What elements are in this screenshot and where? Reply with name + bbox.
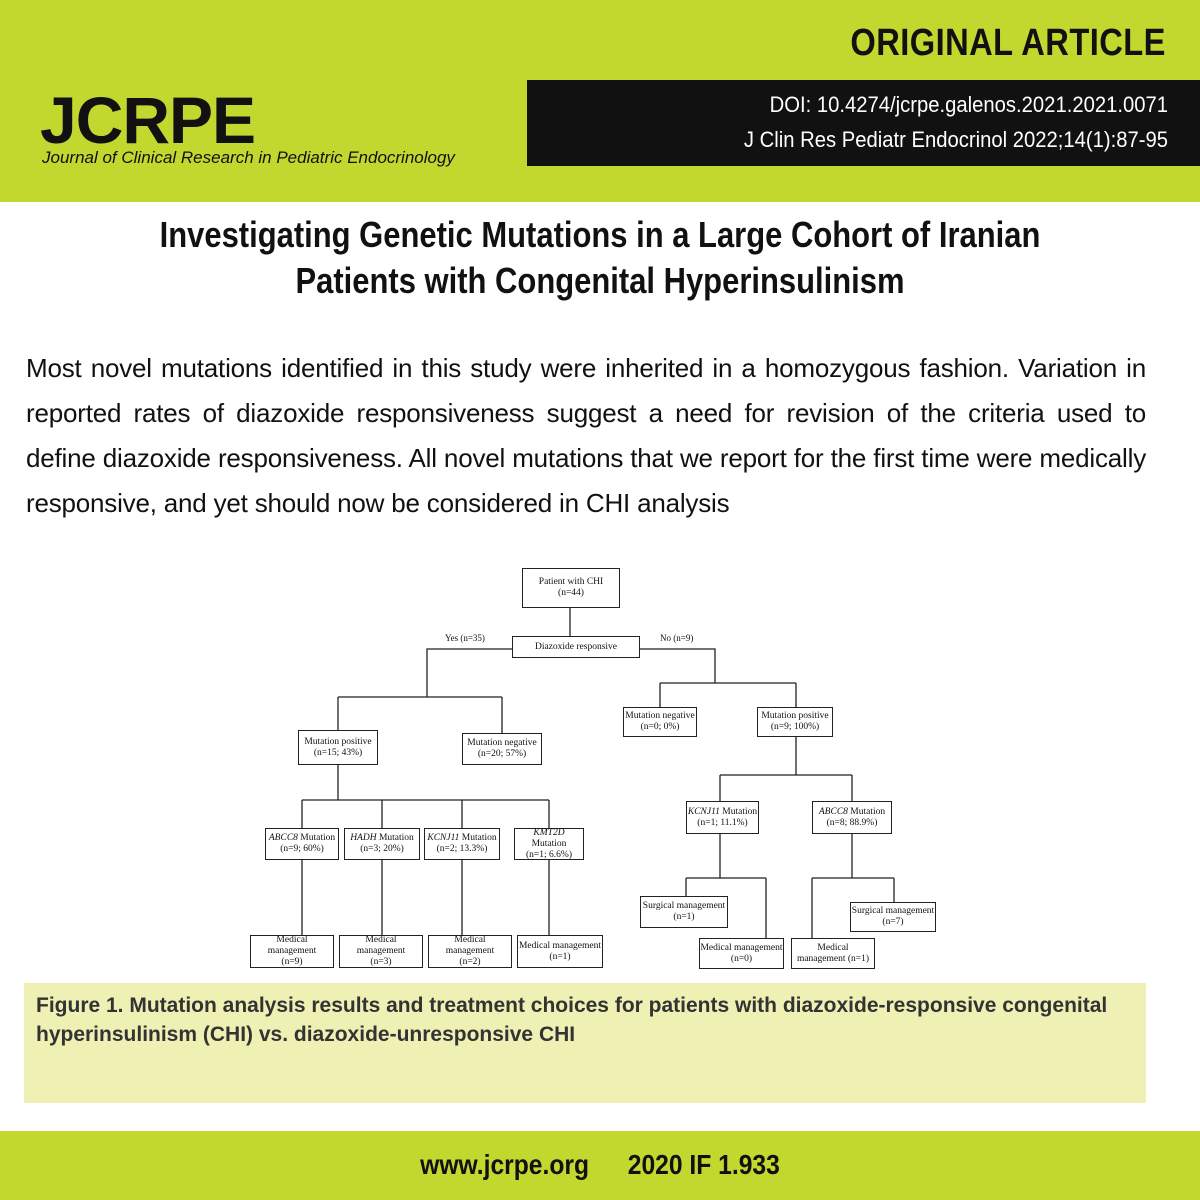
node-label: Medical management <box>445 935 495 956</box>
no-branch-label: No (n=9) <box>660 633 694 643</box>
node-label: Medical management <box>356 935 406 956</box>
node-label: Mutation positive <box>304 736 372 747</box>
node-patients-root <box>522 568 620 608</box>
node-left-mutation-negative <box>462 733 542 765</box>
doi-box <box>527 80 1200 166</box>
node-right-abcc8 <box>812 801 892 834</box>
node-left-hadh-medical <box>339 935 423 968</box>
node-left-kmt2d <box>514 828 584 860</box>
node-left-hadh <box>344 828 420 860</box>
node-label: Medical management <box>267 935 317 956</box>
node-count: (n=15; 43%) <box>313 747 363 758</box>
node-count: (n=1) <box>549 951 571 962</box>
node-count: (n=8; 88.9%) <box>826 817 878 828</box>
gene-name: ABCC8 <box>818 806 848 817</box>
node-right-abcc8-surgical <box>850 902 936 932</box>
node-count: (n=1; 11.1%) <box>697 817 748 828</box>
node-count: (n=3) <box>370 957 392 967</box>
figure-caption: Figure 1. Mutation analysis results and treatment choices for patients with diazoxide-responsive congenital hyperinsulinism (CHI) vs. diazoxide-unresponsive CHI <box>36 994 1108 1046</box>
gene-name: KCNJ11 <box>427 833 460 843</box>
node-left-abcc8 <box>265 828 339 860</box>
article-summary: Most novel mutations identified in this study were inherited in a homozygous fashion. Variation in reported rates of diazoxide responsiveness suggest a need for revision of the criteria used to define diazoxide responsiveness. All novel mutations that we report for the first time were medically responsive, and yet should now be considered in CHI analysis <box>26 353 1146 518</box>
node-count: (n=2; 13.3%) <box>436 844 488 854</box>
gene-name: KCNJ11 <box>687 806 720 817</box>
node-right-abcc8-medical <box>791 938 875 969</box>
node-count: (n=0; 0%) <box>640 722 680 732</box>
node-left-kcnj11 <box>424 828 500 860</box>
node-count: (n=7) <box>882 917 904 927</box>
node-right-kcnj11-surgical <box>640 896 728 928</box>
journal-logo: JCRPE <box>40 83 256 157</box>
node-left-mutation-positive <box>298 730 378 765</box>
gene-suffix: Mutation <box>719 806 758 817</box>
gene-name: KMT2D <box>533 827 565 838</box>
node-right-mutation-negative <box>623 707 697 737</box>
node-count: (n=0) <box>730 953 753 964</box>
footer-text <box>72 1149 1128 1181</box>
node-count: management (n=1) <box>796 953 870 964</box>
node-count: (n=1; 6.6%) <box>526 849 572 860</box>
node-left-kmt2d-medical <box>517 935 603 968</box>
journal-url[interactable]: www.jcrpe.org <box>420 1149 590 1180</box>
gene-suffix: Mutation <box>847 806 886 817</box>
flowchart-figure <box>240 560 960 974</box>
node-right-mutation-positive <box>757 707 833 737</box>
node-label: Patient with CHI <box>538 577 604 587</box>
article-type-label: ORIGINAL ARTICLE <box>850 22 1166 64</box>
citation-text: J Clin Res Pediatr Endocrinol 2022;14(1):87-95 <box>743 127 1168 152</box>
node-label: Mutation negative <box>467 738 537 748</box>
node-right-kcnj11 <box>686 801 759 834</box>
gene-name: HADH <box>350 833 377 843</box>
node-left-kcnj11-medical <box>428 935 512 968</box>
article-title: Investigating Genetic Mutations in a Large Cohort of Iranian Patients with Congenital Hyperinsulinism <box>159 214 1041 301</box>
node-label: Diazoxide responsive <box>534 641 618 652</box>
yes-branch-label: Yes (n=35) <box>445 633 485 643</box>
impact-factor: 2020 IF 1.933 <box>627 1149 780 1180</box>
gene-suffix: Mutation <box>459 833 497 843</box>
node-label: Surgical management <box>851 906 935 916</box>
node-diazoxide-responsive <box>512 636 640 658</box>
node-count: (n=20; 57%) <box>477 749 527 759</box>
figure-caption-box <box>24 983 1146 1103</box>
gene-suffix: Mutation <box>376 833 414 843</box>
node-count: (n=2) <box>459 957 481 967</box>
node-count: (n=9) <box>281 957 303 967</box>
header-banner <box>0 0 1200 202</box>
node-label: Medical management <box>700 942 783 953</box>
node-label: Medical <box>817 942 849 953</box>
node-count: (n=1) <box>673 912 695 922</box>
node-label: Mutation positive <box>761 711 829 721</box>
journal-name: Journal of Clinical Research in Pediatric Endocrinology <box>42 148 455 167</box>
node-left-abcc8-medical <box>250 935 334 968</box>
gene-suffix: Mutation <box>531 838 567 849</box>
node-count: (n=3; 20%) <box>360 844 404 854</box>
node-count: (n=9; 60%) <box>280 844 324 854</box>
gene-name: ABCC8 <box>268 833 298 843</box>
doi-text: DOI: 10.4274/jcrpe.galenos.2021.2021.0071 <box>769 92 1168 117</box>
node-count: (n=44) <box>558 588 584 598</box>
node-label: Medical management <box>518 940 602 951</box>
node-right-kcnj11-medical <box>699 938 784 969</box>
node-label: Surgical management <box>642 901 726 911</box>
node-count: (n=9; 100%) <box>770 722 820 732</box>
footer-banner <box>0 1131 1200 1200</box>
gene-suffix: Mutation <box>297 833 336 843</box>
node-label: Mutation negative <box>625 711 695 721</box>
